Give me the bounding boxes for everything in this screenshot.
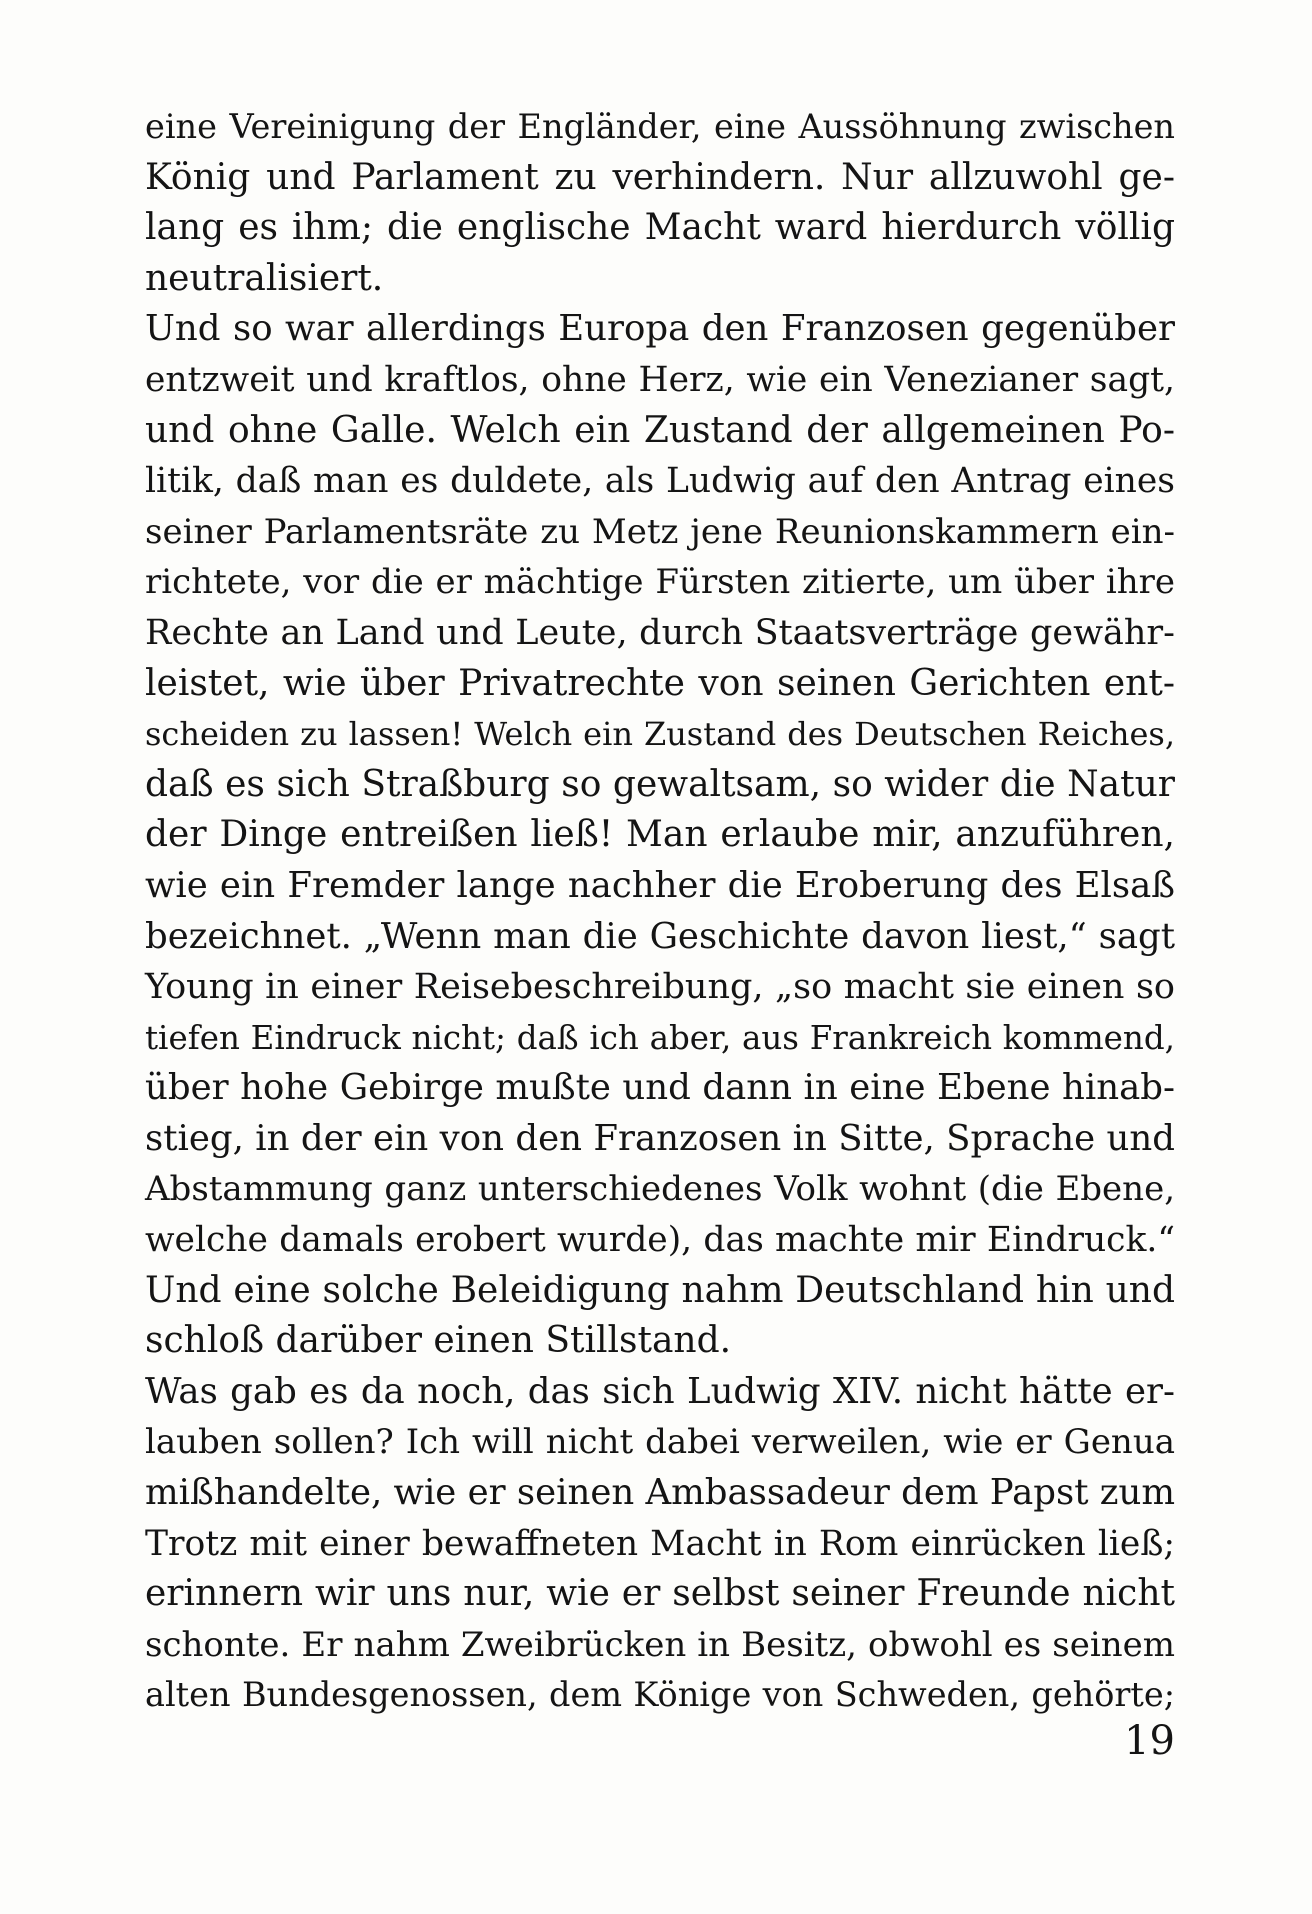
text-line: tiefen Eindruck nicht; daß ich aber, aus Frankreich kommend,	[145, 1018, 1175, 1057]
text-line: bezeichnet. „Wenn man die Geschichte davon liest,“ sagt	[145, 915, 1175, 957]
page-number: 19	[1124, 1718, 1175, 1764]
text-line: entzweit und kraftlos, ohne Herz, wie ein Venezianer sagt,	[145, 359, 1175, 400]
text-line: richtete, vor die er mächtige Fürsten zitierte, um über ihre	[145, 562, 1175, 603]
text-line: lauben sollen? Ich will nicht dabei verweilen, wie er Genua	[145, 1422, 1175, 1463]
text-line: schloß darüber einen Stillstand.	[145, 1320, 732, 1362]
text-line: Rechte an Land und Leute, durch Staatsverträge gewähr-	[145, 612, 1175, 653]
text-line: und ohne Galle. Welch ein Zustand der allgemeinen Po-	[145, 409, 1175, 451]
text-line: Und eine solche Beleidigung nahm Deutschland hin und	[145, 1269, 1175, 1311]
text-line: über hohe Gebirge mußte und dann in eine Ebene hinab-	[145, 1067, 1175, 1109]
text-line: neutralisiert.	[145, 257, 384, 299]
text-line: mißhandelte, wie er seinen Ambassadeur dem Papst zum	[145, 1472, 1175, 1514]
text-line: lang es ihm; die englische Macht ward hierdurch völlig	[145, 207, 1175, 249]
text-line: alten Bundesgenossen, dem Könige von Schweden, gehörte;	[145, 1675, 1175, 1715]
text-line: seiner Parlamentsräte zu Metz jene Reunionskammern ein-	[145, 511, 1175, 552]
text-line: stieg, in der ein von den Franzosen in Sitte, Sprache und	[145, 1117, 1175, 1159]
text-line: Young in einer Reisebeschreibung, „so macht sie einen so	[145, 967, 1175, 1008]
text-line: welche damals erobert wurde), das machte mir Eindruck.“	[145, 1220, 1175, 1261]
body-text	[145, 102, 1175, 1721]
text-line: leistet, wie über Privatrechte von seinen Gerichten ent-	[145, 662, 1175, 704]
text-line: eine Vereinigung der Engländer, eine Aussöhnung zwischen	[145, 107, 1175, 146]
text-line: Was gab es da noch, das sich Ludwig XIV. nicht hätte er-	[145, 1370, 1175, 1412]
text-line: der Dinge entreißen ließ! Man erlaube mir, anzuführen,	[145, 814, 1175, 856]
text-line: scheiden zu lassen! Welch ein Zustand des Deutschen Reiches,	[145, 715, 1175, 754]
text-line: Und so war allerdings Europa den Franzosen gegenüber	[145, 308, 1175, 350]
text-line: litik, daß man es duldete, als Ludwig auf den Antrag eines	[145, 461, 1175, 502]
text-line: Abstammung ganz unterschiedenes Volk wohnt (die Ebene,	[145, 1169, 1175, 1210]
text-line: schonte. Er nahm Zweibrücken in Besitz, obwohl es seinem	[145, 1624, 1175, 1665]
text-line: daß es sich Straßburg so gewaltsam, so wider die Natur	[145, 763, 1175, 805]
text-line: Trotz mit einer bewaffneten Macht in Rom einrücken ließ;	[145, 1523, 1175, 1564]
text-line: König und Parlament zu verhindern. Nur allzuwohl ge-	[145, 156, 1175, 198]
text-line: wie ein Fremder lange nachher die Eroberung des Elsaß	[145, 864, 1175, 906]
text-line: erinnern wir uns nur, wie er selbst seiner Freunde nicht	[145, 1573, 1175, 1615]
